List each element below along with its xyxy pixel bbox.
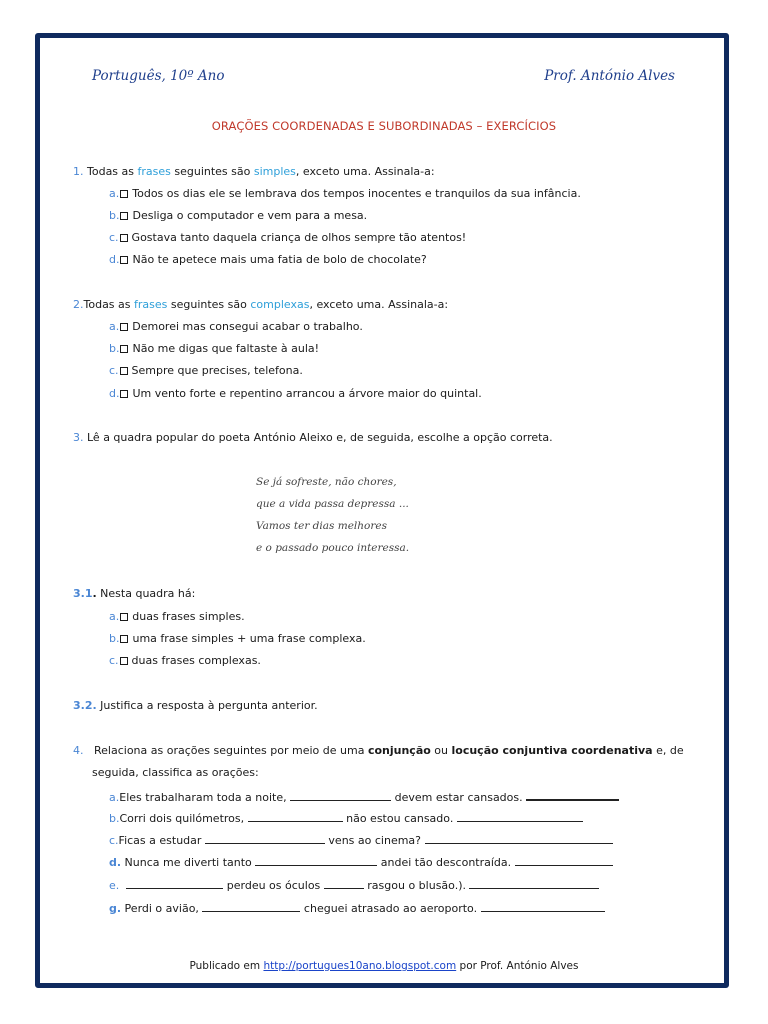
question-3-1-text: Nesta quadra há: [96, 587, 196, 600]
item-text: cheguei atrasado ao aeroporto. [300, 902, 481, 915]
q2-option-a[interactable] [109, 320, 363, 334]
question-2-text: , exceto uma. Assinala-a: [309, 298, 449, 311]
question-4-text: Relaciona as orações seguintes por meio de uma [94, 744, 368, 757]
option-text: Demorei mas consegui acabar o trabalho. [132, 320, 363, 333]
checkbox[interactable] [120, 345, 128, 353]
option-text: duas frases complexas. [131, 654, 261, 667]
q4-item-d [109, 855, 613, 870]
poem-line-3: Vamos ter dias melhores [256, 520, 387, 532]
q1-option-c[interactable] [109, 231, 466, 245]
item-text: Perdi o avião, [121, 902, 203, 915]
poem-line-1: Se já sofreste, não chores, [256, 476, 397, 488]
question-1-number: 1. [73, 165, 84, 178]
checkbox[interactable] [120, 212, 128, 220]
option-letter: c. [109, 231, 119, 244]
option-text: Desliga o computador e vem para a mesa. [132, 209, 368, 222]
checkbox[interactable] [120, 234, 128, 242]
keyword-frases: frases [134, 298, 168, 311]
poem-line-2: que a vida passa depressa ... [256, 498, 409, 510]
item-text: andei tão descontraída. [377, 856, 515, 869]
item-text: Nunca me diverti tanto [121, 856, 256, 869]
blog-link[interactable]: http://portugues10ano.blogspot.com [263, 960, 457, 972]
footer [0, 960, 768, 972]
blank-classification[interactable] [425, 833, 613, 844]
option-text: Não te apetece mais uma fatia de bolo de chocolate? [132, 253, 427, 266]
blank-classification[interactable] [526, 789, 619, 801]
item-letter: c. [109, 834, 119, 847]
option-letter: c. [109, 654, 119, 667]
question-2 [73, 298, 448, 312]
item-text: rasgou o blusão.). [363, 879, 470, 892]
option-letter: b. [109, 209, 120, 222]
option-text: duas frases simples. [132, 610, 245, 623]
question-3-text: Lê a quadra popular do poeta António Aleixo e, de seguida, escolhe a opção correta. [87, 431, 553, 444]
keyword-complexas: complexas [250, 298, 310, 311]
checkbox[interactable] [120, 390, 128, 398]
keyword-locucao: locução conjuntiva coordenativa [451, 744, 653, 757]
option-text: Um vento forte e repentino arrancou a árvore maior do quintal. [132, 387, 482, 400]
keyword-simples: simples [253, 165, 296, 178]
item-text: vens ao cinema? [324, 834, 425, 847]
question-3-1 [73, 587, 195, 601]
blank-connector[interactable] [255, 855, 377, 866]
checkbox[interactable] [120, 323, 128, 331]
item-letter: d. [109, 856, 122, 869]
checkbox[interactable] [120, 657, 128, 665]
question-4-text: ou [430, 744, 452, 757]
keyword-conjuncao: conjunção [367, 744, 431, 757]
blank-connector[interactable] [202, 901, 300, 912]
option-letter: a. [109, 187, 120, 200]
item-text: não estou cansado. [342, 812, 457, 825]
blank-classification[interactable] [457, 811, 583, 822]
question-4-number: 4. [73, 744, 84, 757]
keyword-frases: frases [137, 165, 171, 178]
q2-option-d[interactable] [109, 387, 482, 401]
blank-subject[interactable] [126, 878, 223, 889]
header-author: Prof. António Alves [544, 68, 675, 84]
item-text: perdeu os óculos [223, 879, 324, 892]
q4-item-c [109, 833, 613, 848]
blank-connector[interactable] [324, 878, 364, 889]
option-letter: b. [109, 342, 120, 355]
footer-suffix: por Prof. António Alves [456, 960, 579, 972]
option-text: Sempre que precises, telefona. [131, 364, 303, 377]
item-letter: e. [109, 879, 120, 892]
blank-connector[interactable] [205, 833, 325, 844]
question-3-2-text: Justifica a resposta à pergunta anterior. [96, 699, 318, 712]
checkbox[interactable] [120, 613, 128, 621]
question-4-text: e, de [652, 744, 684, 757]
option-letter: a. [109, 320, 120, 333]
poem-line-4: e o passado pouco interessa. [256, 542, 410, 554]
question-1-text: Todas as [87, 165, 138, 178]
option-letter: d. [109, 253, 120, 266]
option-text: Não me digas que faltaste à aula! [132, 342, 320, 355]
item-letter: b. [109, 812, 120, 825]
question-4-line-2: seguida, classifica as orações: [92, 766, 259, 779]
question-4 [73, 744, 684, 758]
blank-classification[interactable] [469, 878, 599, 889]
item-text: Corri dois quilómetros, [119, 812, 248, 825]
blank-classification[interactable] [515, 855, 613, 866]
question-2-text: Todas as [83, 298, 134, 311]
option-letter: b. [109, 632, 120, 645]
question-1-text: , exceto uma. Assinala-a: [295, 165, 435, 178]
option-letter: a. [109, 610, 120, 623]
q31-option-b[interactable] [109, 632, 366, 646]
question-3-2-number: 3.2. [73, 699, 97, 712]
blank-connector[interactable] [248, 811, 343, 822]
checkbox[interactable] [120, 367, 128, 375]
option-letter: d. [109, 387, 120, 400]
q31-option-a[interactable] [109, 610, 245, 624]
option-text: Gostava tanto daquela criança de olhos sempre tão atentos! [131, 231, 467, 244]
item-text: devem estar cansados. [391, 791, 527, 804]
q4-item-b [109, 811, 583, 826]
q2-option-b[interactable] [109, 342, 319, 356]
item-letter: g. [109, 902, 122, 915]
q4-item-a [109, 789, 619, 805]
question-1-text: seguintes são [170, 165, 254, 178]
question-3-1-number: 3.1 [73, 587, 93, 600]
question-3-1-dot: . [92, 587, 97, 600]
option-letter: c. [109, 364, 119, 377]
q1-option-a[interactable] [109, 187, 581, 201]
worksheet-title: ORAÇÕES COORDENADAS E SUBORDINADAS – EXERCÍCIOS [211, 119, 557, 133]
option-text: Todos os dias ele se lembrava dos tempos inocentes e tranquilos da sua infância. [132, 187, 581, 200]
question-2-number: 2. [73, 298, 84, 311]
footer-prefix: Publicado em [189, 960, 264, 972]
header-course: Português, 10º Ano [92, 68, 225, 84]
q31-option-c[interactable] [109, 654, 261, 668]
checkbox[interactable] [120, 256, 128, 264]
q1-option-b[interactable] [109, 209, 367, 223]
q4-item-e [109, 878, 599, 893]
question-3-number: 3. [73, 431, 84, 444]
question-2-text: seguintes são [167, 298, 251, 311]
item-letter: a. [109, 791, 120, 804]
q4-item-g [109, 901, 605, 916]
blank-connector[interactable] [290, 790, 391, 801]
item-text: Eles trabalharam toda a noite, [119, 791, 291, 804]
item-text: Ficas a estudar [118, 834, 205, 847]
question-3 [73, 431, 553, 445]
q2-option-c[interactable] [109, 364, 303, 378]
checkbox[interactable] [120, 635, 128, 643]
blank-classification[interactable] [481, 901, 605, 912]
option-text: uma frase simples + uma frase complexa. [132, 632, 366, 645]
q1-option-d[interactable] [109, 253, 427, 267]
checkbox[interactable] [120, 190, 128, 198]
question-3-2 [73, 699, 318, 713]
question-1 [73, 165, 435, 179]
